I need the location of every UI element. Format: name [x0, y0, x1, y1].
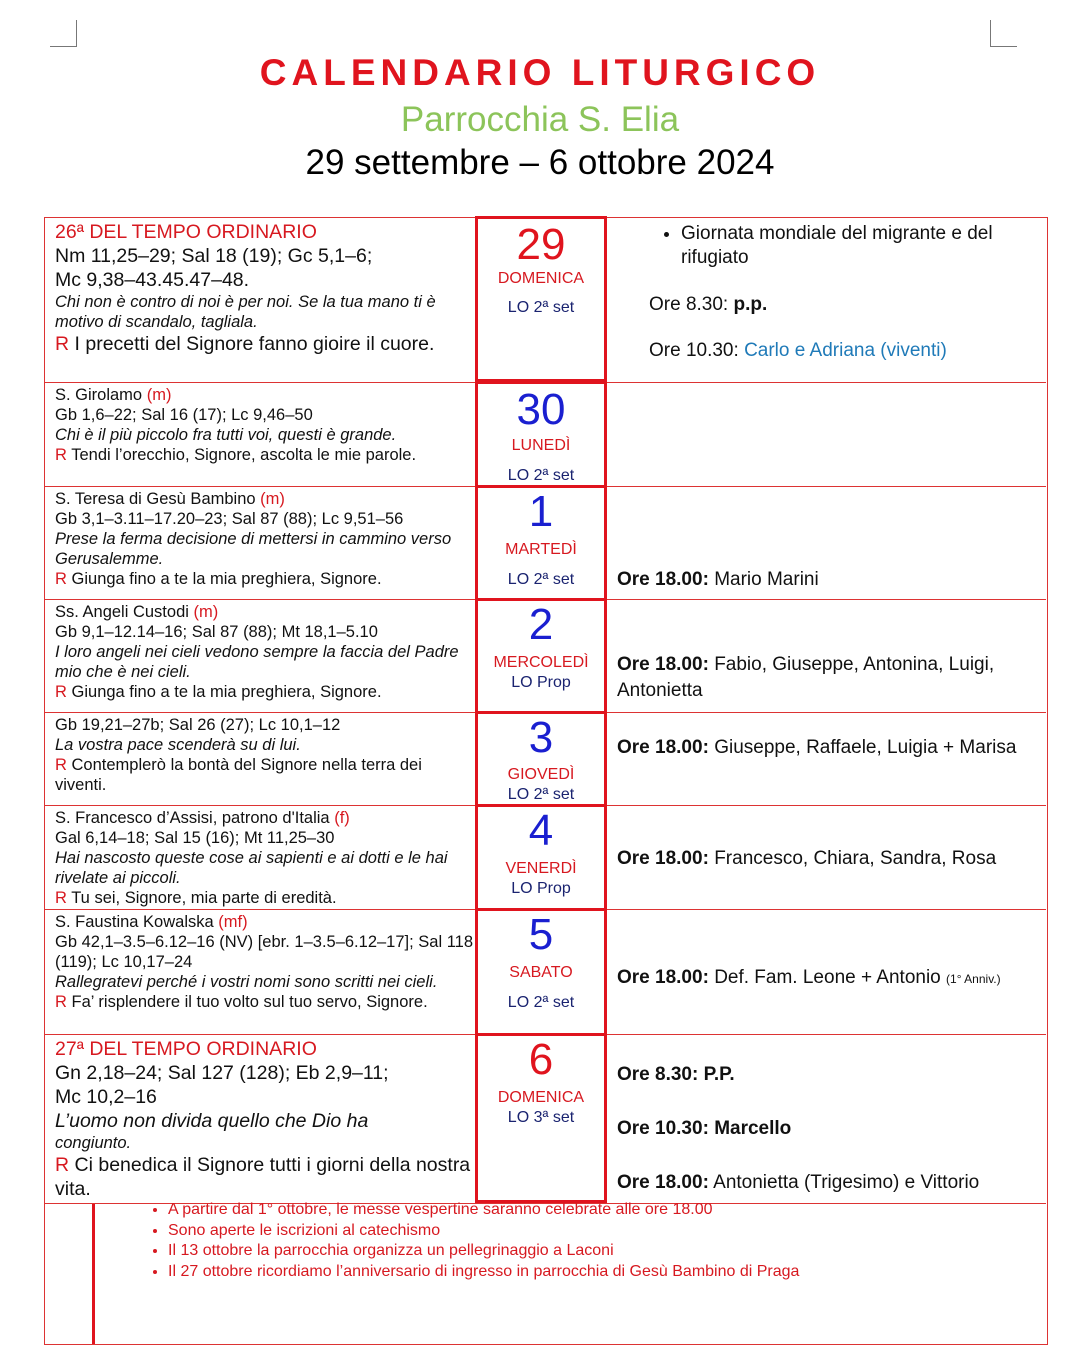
mass-entry	[617, 567, 1037, 593]
day-box	[475, 598, 607, 714]
mass-entry	[617, 735, 1037, 761]
mass-time: Ore 10.30:	[649, 340, 739, 361]
response-marker: R	[55, 889, 67, 907]
antiphon-continued: congiunto.	[55, 1134, 132, 1152]
notices-section	[45, 1201, 1046, 1344]
antiphon: L’uomo non divida quello che Dio ha	[55, 1110, 369, 1132]
readings: Gb 19,21–27b; Sal 26 (27); Lc 10,1–12	[55, 716, 341, 734]
day-name: DOMENICA	[497, 270, 585, 287]
day-number: 2	[528, 600, 554, 649]
response: Tu sei, Signore, mia parte di eredità.	[71, 889, 337, 907]
liturgy-cell	[55, 912, 475, 1012]
office-week: LO 3ª set	[507, 1109, 575, 1126]
calendar-table	[44, 217, 1048, 1345]
intentions-cell	[617, 735, 1037, 761]
feast-rank: (mf)	[218, 913, 248, 931]
day-name: MERCOLEDÌ	[493, 654, 589, 671]
response: Giunga fino a te la mia preghiera, Signore.	[71, 683, 382, 701]
day-row-1	[45, 487, 1046, 600]
mass-intention: Fabio, Giuseppe, Antonina, Luigi, Antonietta	[617, 654, 995, 701]
office-week: LO 2ª set	[507, 994, 575, 1011]
day-box	[475, 804, 607, 911]
mass-intention: Marcello	[714, 1118, 792, 1139]
mass-entry	[617, 965, 1037, 992]
notices-divider	[92, 1204, 95, 1344]
mass-entry	[617, 1116, 1037, 1142]
day-name: SABATO	[509, 964, 573, 981]
feast-rank: (f)	[334, 809, 350, 827]
liturgy-cell	[55, 808, 475, 908]
mass-entry	[617, 292, 1037, 318]
readings: Nm 11,25–29; Sal 18 (19); Gc 5,1–6;	[55, 245, 373, 267]
office-week: LO 2ª set	[507, 467, 575, 484]
mass-time: Ore 18.00:	[617, 967, 709, 988]
readings: Gb 42,1–3.5–6.12–16 (NV) [ebr. 1–3.5–6.12–17]; Sal 118 (119); Lc 10,17–24	[55, 933, 474, 971]
day-row-30	[45, 383, 1046, 487]
day-name: LUNEDÌ	[511, 437, 571, 454]
mass-intention: Def. Fam. Leone + Antonio	[714, 967, 941, 988]
feast-title: S. Girolamo	[55, 386, 143, 404]
day-row-6	[45, 1035, 1046, 1204]
mass-entry	[617, 1062, 1037, 1088]
notices-list	[140, 1200, 799, 1282]
antiphon: Chi non è contro di noi è per noi. Se la tua mano ti è motivo di scandalo, tagliala.	[55, 293, 436, 331]
day-row-4	[45, 806, 1046, 910]
notice-item: • Il 27 ottobre ricordiamo l’anniversario di ingresso in parrocchia di Gesù Bambino di Praga	[168, 1262, 799, 1283]
antiphon: Chi è il più piccolo fra tutti voi, questi è grande.	[55, 426, 397, 444]
day-name: MARTEDÌ	[505, 541, 577, 558]
antiphon: I loro angeli nei cieli vedono sempre la faccia del Padre mio che è nei cieli.	[55, 643, 459, 681]
day-box	[475, 381, 607, 488]
mass-time: Ore 18.00:	[617, 848, 709, 869]
feast-rank: (m)	[146, 386, 172, 404]
office-week: LO 2ª set	[507, 299, 575, 316]
response-marker: R	[55, 446, 67, 464]
feast-title: S. Teresa di Gesù Bambino	[55, 490, 256, 508]
liturgy-cell	[55, 1037, 475, 1201]
mass-intention: Antonietta (Trigesimo) e Vittorio	[713, 1172, 980, 1193]
day-number: 29	[516, 220, 566, 269]
day-row-3	[45, 713, 1046, 806]
day-number: 5	[528, 910, 554, 959]
day-row-29	[45, 218, 1046, 383]
mass-time: Ore 18.00:	[617, 654, 709, 675]
readings-continued: Mc 9,38–43.45.47–48.	[55, 269, 250, 291]
mass-entry	[617, 846, 1037, 872]
office-week: LO 2ª set	[507, 786, 575, 803]
antiphon: Prese la ferma decisione di mettersi in cammino verso Gerusalemme.	[55, 530, 452, 568]
mass-time: Ore 10.30:	[617, 1118, 709, 1139]
antiphon: Rallegratevi perché i vostri nomi sono scritti nei cieli.	[55, 973, 438, 991]
liturgy-cell	[55, 602, 475, 702]
mass-intention: Francesco, Chiara, Sandra, Rosa	[714, 848, 997, 869]
liturgy-cell	[55, 220, 475, 356]
antiphon: Hai nascosto queste cose ai sapienti e ai dotti e le hai rivelate ai piccoli.	[55, 849, 448, 887]
response-marker: R	[55, 1154, 70, 1176]
feast-rank: (m)	[260, 490, 285, 508]
day-number: 6	[528, 1035, 554, 1084]
day-name: DOMENICA	[497, 1089, 585, 1106]
mass-entry	[617, 338, 1037, 364]
day-number: 30	[516, 385, 566, 434]
notice-item: • Il 13 ottobre la parrocchia organizza un pellegrinaggio a Laconi	[168, 1241, 799, 1262]
mass-time: Ore 18.00:	[617, 569, 709, 590]
mass-entry	[617, 1170, 1037, 1196]
day-box	[475, 1033, 607, 1203]
antiphon: La vostra pace scenderà su di lui.	[55, 736, 301, 754]
mass-intention: Giuseppe, Raffaele, Luigia + Marisa	[714, 737, 1017, 758]
mass-entry	[617, 652, 1037, 704]
day-row-5	[45, 910, 1046, 1035]
day-name: VENERDÌ	[505, 860, 577, 877]
day-box	[475, 908, 607, 1036]
liturgy-cell	[55, 385, 475, 465]
readings: Gn 2,18–24; Sal 127 (128); Eb 2,9–11;	[55, 1062, 389, 1084]
day-box	[475, 485, 607, 601]
feast-title: S. Francesco d’Assisi, patrono d'Italia	[55, 809, 330, 827]
response: Giunga fino a te la mia preghiera, Signore.	[71, 570, 382, 588]
day-row-2	[45, 600, 1046, 713]
readings-continued: Mc 10,2–16	[55, 1086, 157, 1108]
response: Ci benedica il Signore tutti i giorni della nostra vita.	[55, 1154, 471, 1200]
intentions-cell	[617, 222, 1037, 364]
response-marker: R	[55, 683, 67, 701]
office-week: LO 2ª set	[507, 571, 575, 588]
liturgy-cell	[55, 715, 475, 795]
office-week: LO Prop	[511, 880, 571, 897]
readings: Gb 1,6–22; Sal 16 (17); Lc 9,46–50	[55, 406, 313, 424]
notice-item: • A partire dal 1° ottobre, le messe vespertine saranno celebrate alle ore 18.00	[168, 1200, 799, 1221]
response: Contemplerò la bontà del Signore nella terra dei viventi.	[55, 756, 422, 794]
response-marker: R	[55, 993, 67, 1011]
office-week: LO Prop	[511, 674, 571, 691]
mass-intention: Mario Marini	[714, 569, 819, 590]
intentions-cell	[617, 846, 1037, 872]
readings: Gal 6,14–18; Sal 15 (16); Mt 11,25–30	[55, 829, 335, 847]
feast-title: 26ª DEL TEMPO ORDINARIO	[55, 221, 317, 243]
page-corner-mark-top-left	[50, 20, 77, 47]
intentions-cell	[617, 1062, 1037, 1196]
day-box	[475, 711, 607, 807]
mass-time: Ore 18.00:	[617, 1172, 709, 1193]
mass-intention: Carlo e Adriana (viventi)	[744, 340, 947, 361]
date-range: 29 settembre – 6 ottobre 2024	[305, 143, 775, 182]
response: Fa’ risplendere il tuo volto sul tuo servo, Signore.	[71, 993, 428, 1011]
notice-item: • Sono aperte le iscrizioni al catechismo	[168, 1221, 799, 1242]
response: Tendi l’orecchio, Signore, ascolta le mie parole.	[71, 446, 417, 464]
page-corner-mark-top-right	[990, 20, 1017, 47]
page-title: CALENDARIO LITURGICO	[259, 52, 821, 93]
day-box	[475, 216, 607, 382]
readings: Gb 9,1–12.14–16; Sal 87 (88); Mt 18,1–5.10	[55, 623, 378, 641]
day-number: 4	[528, 806, 554, 855]
mass-note: (1° Anniv.)	[946, 972, 1001, 986]
response-marker: R	[55, 570, 67, 588]
mass-intention: p.p.	[733, 294, 768, 315]
intentions-cell	[617, 652, 1037, 704]
feast-title: 27ª DEL TEMPO ORDINARIO	[55, 1038, 317, 1060]
feast-rank: (m)	[193, 603, 219, 621]
response: I precetti del Signore fanno gioire il cuore.	[74, 333, 435, 355]
feast-title: Ss. Angeli Custodi	[55, 603, 189, 621]
mass-intention: P.P.	[703, 1064, 735, 1085]
intentions-cell	[617, 567, 1037, 593]
mass-time: Ore 18.00:	[617, 737, 709, 758]
liturgy-cell	[55, 489, 475, 589]
feast-title: S. Faustina Kowalska	[55, 913, 214, 931]
readings: Gb 3,1–3.11–17.20–23; Sal 87 (88); Lc 9,51–56	[55, 510, 404, 528]
response-marker: R	[55, 756, 67, 774]
notice-item: • Giornata mondiale del migrante e del rifugiato	[681, 222, 1037, 270]
day-name: GIOVEDÌ	[507, 766, 575, 783]
mass-time: Ore 8.30:	[617, 1064, 699, 1085]
parish-name: Parrocchia S. Elia	[400, 100, 680, 139]
response-marker: R	[55, 333, 70, 355]
day-number: 1	[528, 487, 554, 536]
intentions-cell	[617, 965, 1037, 992]
day-number: 3	[528, 713, 554, 762]
mass-time: Ore 8.30:	[649, 294, 729, 315]
